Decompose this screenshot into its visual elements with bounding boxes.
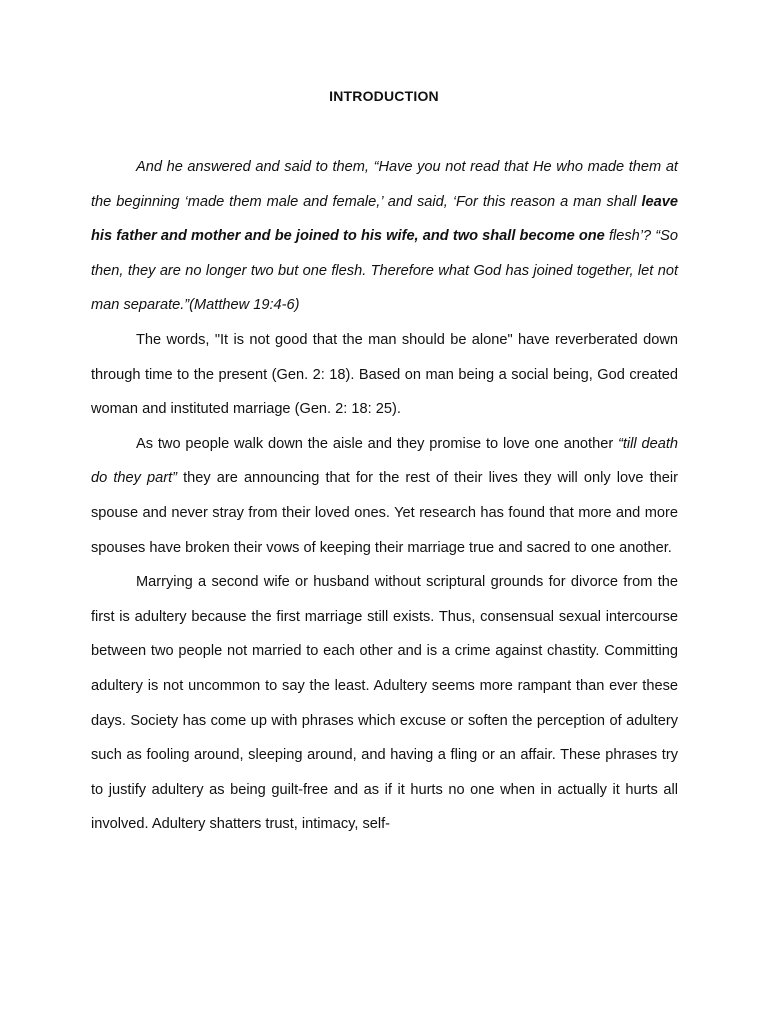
vows-text-end: they are announcing that for the rest of their lives they will only love their spouse and never stray from their loved ones. Yet research has found that more and more spouses have broken their vows of keeping their marriage true and sacred to one another.: [91, 470, 678, 556]
quote-text-start: And he answered and said to them, “Have you not read that He who made them at the beginning ‘made them male and female,’ and said, ‘For this reason a man shall: [91, 159, 678, 210]
vows-text-emphasis: “till death do they part”: [91, 435, 678, 487]
quote-text-emphasis: leave his father and mother and be joined to his wife, and two shall become one: [91, 193, 678, 245]
paragraph-vows: [91, 427, 678, 565]
paragraph-genesis: The words, "It is not good that the man should be alone" have reverberated down through time to the present (Gen. 2: 18). Based on man being a social being, God created woman and instituted marriage (Gen. 2: 18: 25).: [91, 331, 678, 418]
vows-text-start: As two people walk down the aisle and they promise to love one another: [136, 435, 619, 452]
document-body: [91, 150, 678, 842]
quote-text-end: flesh’? “So then, they are no longer two but one flesh. Therefore what God has joined together, let not man separate.”(Matthew 19:4-6): [91, 228, 678, 314]
page-title: INTRODUCTION: [329, 88, 439, 104]
paragraph-adultery: Marrying a second wife or husband without scriptural grounds for divorce from the first is adultery because the first marriage still exists. Thus, consensual sexual intercourse between two people not married to each other and is a crime against chastity. Committing adultery is not uncommon to say the least. Adultery seems more rampant than ever these days. Society has come up with phrases which excuse or soften the perception of adultery such as fooling around, sleeping around, and having a fling or an affair. These phrases try to justify adultery as being guilt-free and as if it hurts no one when in actually it hurts all involved. Adultery shatters trust, intimacy, self-: [91, 574, 678, 833]
bible-quote-paragraph: [91, 150, 678, 323]
